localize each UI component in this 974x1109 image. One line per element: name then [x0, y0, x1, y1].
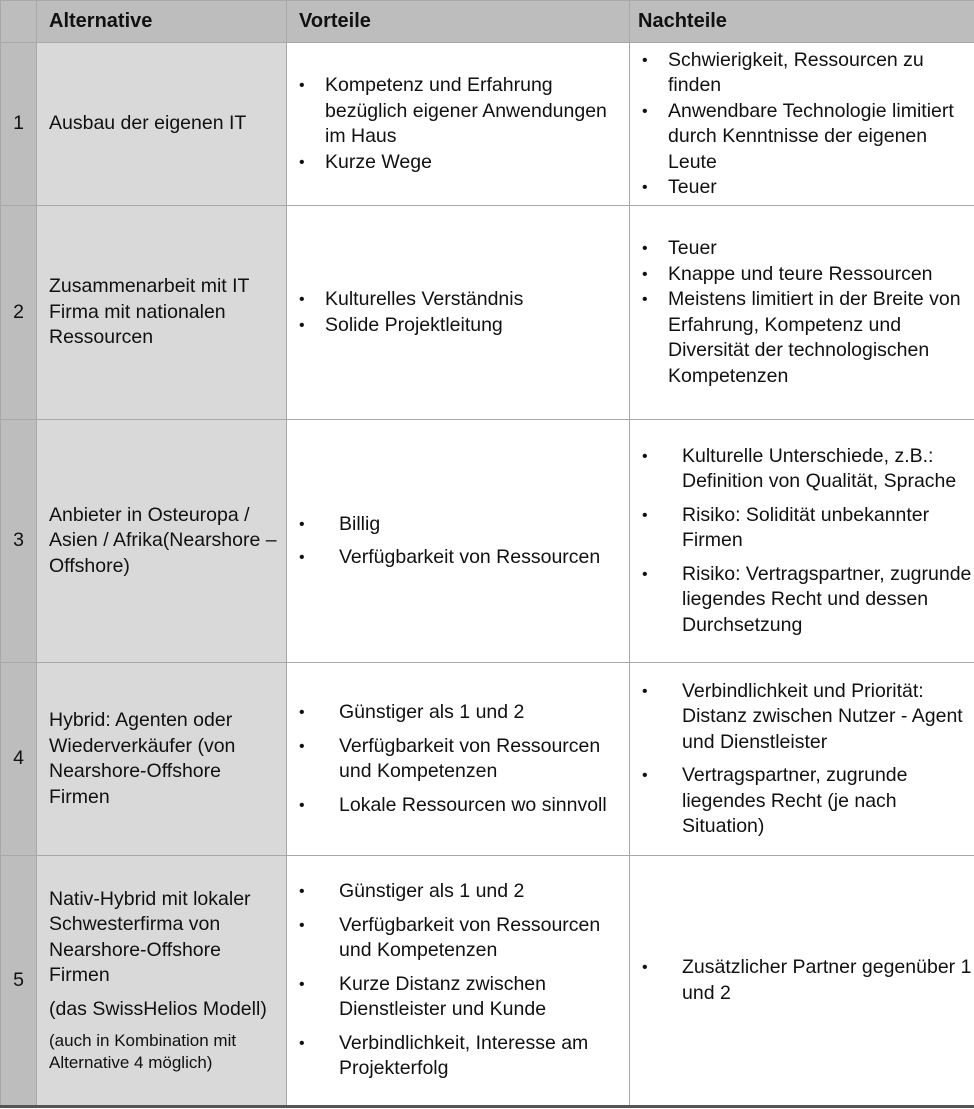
vorteile-cell	[287, 420, 630, 663]
list-item	[287, 545, 629, 571]
alternative-footnote: (auch in Kombination mit Alternative 4 möglich)	[49, 1031, 237, 1073]
list-item	[287, 73, 629, 150]
header-number	[1, 1, 37, 43]
table-row	[1, 663, 974, 856]
list-item	[287, 150, 629, 176]
bullet-icon: •	[299, 796, 305, 814]
bullet-icon: •	[299, 704, 305, 721]
item-text: Meistens limitiert in der Breite von Erfahrung, Kompetenz und Diversität der technologischen Kompetenzen	[668, 288, 961, 387]
item-text: Anwendbare Technologie limitiert durch Kenntnisse der eigenen Leute	[668, 99, 954, 173]
nachteile-cell	[630, 663, 974, 856]
nachteile-cell	[630, 420, 974, 663]
bullet-icon: •	[299, 1034, 305, 1052]
list-item	[630, 955, 974, 1006]
bullet-icon: •	[642, 767, 648, 784]
item-text: Knappe und teure Ressourcen	[668, 262, 933, 285]
list-item	[630, 99, 974, 176]
alternative-cell	[37, 663, 287, 856]
table-row	[1, 856, 974, 1107]
vorteile-list	[287, 879, 629, 1082]
list-item	[630, 679, 974, 756]
nachteile-list	[630, 236, 974, 389]
list-item	[630, 175, 974, 201]
bullet-icon: •	[642, 447, 648, 465]
bullet-icon: •	[299, 883, 305, 901]
bullet-icon: •	[642, 265, 648, 283]
row-number: 1	[1, 43, 37, 206]
item-text: Lokale Ressourcen wo sinnvoll	[339, 793, 607, 816]
nachteile-list	[630, 444, 974, 639]
header-alternative: Alternative	[37, 1, 287, 43]
header-nachteile: Nachteile	[630, 1, 974, 43]
header-vorteile: Vorteile	[287, 1, 630, 43]
table-row	[1, 420, 974, 663]
vorteile-cell	[287, 663, 630, 856]
vorteile-cell	[287, 43, 630, 206]
alternative-cell	[37, 856, 287, 1107]
item-text: Risiko: Solidität unbekannter Firmen	[682, 503, 930, 552]
item-text: Kurze Wege	[325, 150, 432, 173]
list-item	[287, 913, 629, 964]
list-item	[630, 763, 974, 840]
item-text: Teuer	[668, 237, 717, 259]
item-text: Verfügbarkeit von Ressourcen und Kompetenzen	[339, 913, 601, 962]
bullet-icon: •	[299, 291, 305, 308]
alternative-cell	[37, 420, 287, 663]
bullet-icon: •	[642, 102, 648, 120]
row-number: 3	[1, 420, 37, 663]
list-item	[287, 1031, 629, 1082]
item-text: Verbindlichkeit und Priorität: Distanz zwischen Nutzer - Agent und Dienstleister	[682, 679, 963, 753]
bullet-icon: •	[299, 737, 305, 755]
nachteile-list	[630, 955, 974, 1006]
alternative-text: Nativ-Hybrid mit lokaler Schwesterfirma von Nearshore-Offshore Firmen	[49, 887, 251, 987]
alternative-text: Hybrid: Agenten oder Wiederverkäufer (von Nearshore-Offshore Firmen	[49, 709, 236, 808]
item-text: Vertragspartner, zugrunde liegendes Recht (je nach Situation)	[682, 764, 908, 837]
item-text: Verfügbarkeit von Ressourcen und Kompetenzen	[339, 734, 601, 782]
alternative-text: Zusammenarbeit mit IT Firma mit nationalen Ressourcen	[49, 275, 250, 349]
item-text: Schwierigkeit, Ressourcen zu finden	[668, 48, 924, 96]
bullet-icon: •	[299, 549, 305, 566]
bullet-icon: •	[642, 179, 648, 196]
list-item	[630, 444, 974, 495]
bullet-icon: •	[642, 682, 648, 700]
header-row	[1, 1, 974, 43]
bullet-icon: •	[642, 51, 648, 69]
vorteile-list	[287, 287, 629, 338]
list-item	[630, 503, 974, 554]
bullet-icon: •	[299, 153, 305, 171]
list-item	[630, 287, 974, 389]
item-text: Günstiger als 1 und 2	[339, 880, 525, 903]
item-text: Kurze Distanz zwischen Dienstleister und Kunde	[339, 972, 547, 1021]
vorteile-cell	[287, 856, 630, 1107]
vorteile-list	[287, 512, 629, 571]
bullet-icon: •	[642, 506, 648, 524]
item-text: Risiko: Vertragspartner, zugrunde liegendes Recht und dessen Durchsetzung	[682, 562, 972, 636]
bullet-icon: •	[299, 77, 305, 94]
list-item	[630, 236, 974, 262]
vorteile-list	[287, 73, 629, 175]
bullet-icon: •	[642, 291, 648, 308]
list-item	[287, 972, 629, 1023]
list-item	[287, 287, 629, 313]
list-item	[630, 562, 974, 639]
nachteile-list	[630, 48, 974, 201]
list-item	[287, 512, 629, 538]
table-row	[1, 206, 974, 420]
vorteile-list	[287, 700, 629, 818]
row-number: 5	[1, 856, 37, 1107]
list-item	[630, 48, 974, 99]
list-item	[287, 793, 629, 819]
row-number: 4	[1, 663, 37, 856]
item-text: Kompetenz und Erfahrung bezüglich eigener Anwendungen im Haus	[325, 74, 607, 147]
bullet-icon: •	[299, 916, 305, 934]
item-text: Kulturelles Verständnis	[325, 288, 524, 310]
item-text: Solide Projektleitung	[325, 313, 503, 336]
alternative-text: Anbieter in Osteuropa / Asien / Afrika(Nearshore – Offshore)	[49, 503, 277, 577]
nachteile-cell	[630, 43, 974, 206]
list-item	[287, 734, 629, 785]
row-number: 2	[1, 206, 37, 420]
alternative-cell	[37, 206, 287, 420]
list-item	[630, 262, 974, 288]
bullet-icon: •	[642, 959, 648, 976]
bullet-icon: •	[299, 515, 305, 533]
item-text: Kulturelle Unterschiede, z.B.: Definition von Qualität, Sprache	[682, 444, 957, 493]
nachteile-list	[630, 679, 974, 840]
alternative-cell	[37, 43, 287, 206]
item-text: Teuer	[668, 176, 717, 198]
list-item	[287, 313, 629, 339]
list-item	[287, 879, 629, 905]
vorteile-cell	[287, 206, 630, 420]
nachteile-cell	[630, 856, 974, 1107]
item-text: Verfügbarkeit von Ressourcen	[339, 546, 601, 568]
nachteile-cell	[630, 206, 974, 420]
list-item	[287, 700, 629, 726]
alternative-note: (das SwissHelios Modell)	[49, 997, 267, 1020]
table-row	[1, 43, 974, 206]
item-text: Verbindlichkeit, Interesse am Projekterfolg	[339, 1031, 589, 1080]
bullet-icon: •	[642, 240, 648, 257]
alternative-text: Ausbau der eigenen IT	[49, 112, 247, 135]
item-text: Günstiger als 1 und 2	[339, 701, 525, 723]
item-text: Billig	[339, 512, 381, 535]
item-text: Zusätzlicher Partner gegenüber 1 und 2	[682, 956, 972, 1004]
bullet-icon: •	[299, 316, 305, 334]
bullet-icon: •	[642, 565, 648, 583]
bullet-icon: •	[299, 975, 305, 993]
